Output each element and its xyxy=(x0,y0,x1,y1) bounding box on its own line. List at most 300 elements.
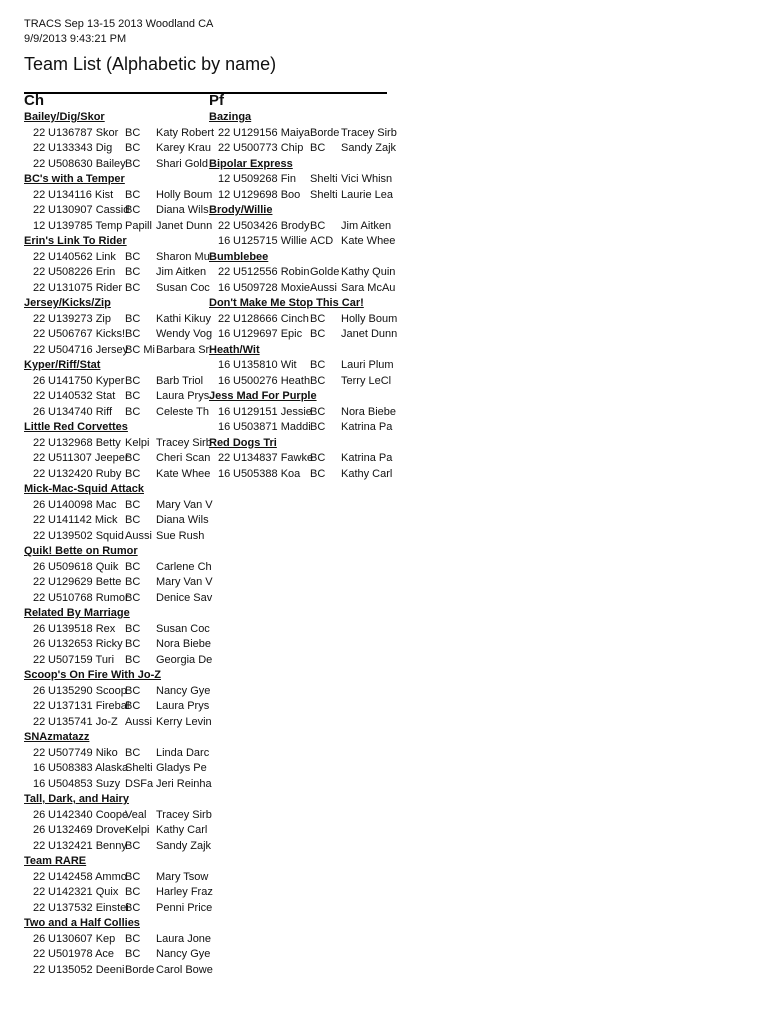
dog-id-name: U142340 Coope xyxy=(48,808,129,821)
member-row xyxy=(209,374,392,390)
handler-name: Laurie Lea xyxy=(341,188,393,201)
dog-breed: BC xyxy=(310,219,326,232)
handler-name: Kerry Levin xyxy=(156,715,212,728)
handler-name: Sue Rush xyxy=(156,529,205,542)
dog-id-name: U508630 Bailey xyxy=(48,157,126,170)
handler-name: Vici Whisn xyxy=(341,173,393,185)
dog-breed: BC xyxy=(125,948,141,960)
dog-breed: Veal xyxy=(125,808,147,821)
member-row xyxy=(24,281,208,297)
member-row xyxy=(24,885,213,901)
dog-id-name: U142458 Ammo xyxy=(48,870,127,883)
dog-id-name: U128666 Cinch xyxy=(233,312,309,325)
dog-breed: ACD xyxy=(310,235,334,247)
handler-name: Laura Jone xyxy=(156,932,212,945)
handler-name: Georgia De xyxy=(156,653,213,666)
handler-name: Tracey Sirb xyxy=(156,808,212,821)
dog-id-name: U500276 Heath xyxy=(233,374,311,387)
dog-height: 26 xyxy=(33,374,46,387)
dog-breed: BC xyxy=(125,886,141,898)
dog-breed: BC xyxy=(310,467,326,480)
dog-id-name: U125715 Willie xyxy=(233,235,307,247)
dog-breed: Shelti xyxy=(310,173,338,185)
dog-id-name: U508383 Alaska xyxy=(48,762,129,774)
column-heading: Ch xyxy=(24,92,44,109)
dog-height: 16 xyxy=(218,374,231,387)
handler-name: Sandy Zajk xyxy=(156,839,212,852)
handler-name: Barb Triol xyxy=(156,374,204,387)
dog-height: 22 xyxy=(33,467,46,480)
dog-id-name: U504853 Suzy xyxy=(48,777,121,790)
dog-height: 22 xyxy=(33,250,46,263)
dog-height: 22 xyxy=(33,591,46,604)
dog-id-name: U504716 Jersey xyxy=(48,343,129,356)
dog-height: 22 xyxy=(218,126,231,139)
member-row xyxy=(209,281,396,297)
dog-id-name: U508226 Erin xyxy=(48,266,116,278)
dog-height: 16 xyxy=(218,359,231,371)
dog-height: 22 xyxy=(33,715,46,728)
dog-height: 26 xyxy=(33,560,46,573)
dog-breed: BC xyxy=(125,467,141,480)
handler-name: Kathi Kikuy xyxy=(156,312,212,325)
handler-name: Celeste Th xyxy=(156,405,209,418)
dog-breed: Aussi xyxy=(310,281,337,294)
column-pf xyxy=(209,91,398,482)
dog-height: 22 xyxy=(33,266,46,278)
dog-height: 16 xyxy=(218,467,231,480)
handler-name: Nora Biebe xyxy=(341,405,397,418)
dog-height: 22 xyxy=(33,390,46,402)
team-name: Erin's Link To Rider xyxy=(24,235,127,247)
handler-name: Holly Boum xyxy=(156,188,213,201)
handler-name: Kate Whee xyxy=(341,235,396,247)
dog-id-name: U509268 Fin xyxy=(233,173,296,185)
handler-name: Shari Gold xyxy=(156,157,208,170)
dog-id-name: U140098 Mac xyxy=(48,498,117,511)
member-row xyxy=(24,498,213,514)
dog-height: 16 xyxy=(218,405,231,418)
dog-id-name: U135741 Jo-Z xyxy=(48,715,118,728)
dog-breed: BC xyxy=(125,204,141,216)
dog-id-name: U505388 Koa xyxy=(233,467,301,480)
member-row xyxy=(24,327,213,343)
dog-height: 22 xyxy=(33,142,46,154)
dog-id-name: U135052 Deeni xyxy=(48,963,125,976)
dog-height: 22 xyxy=(33,312,46,325)
dog-breed: BC xyxy=(125,250,141,263)
handler-name: Gladys Pe xyxy=(156,762,207,774)
dog-height: 16 xyxy=(218,235,231,247)
dog-id-name: U130907 Cassid xyxy=(48,204,130,216)
dog-height: 22 xyxy=(33,653,46,666)
handler-name: Diana Wils xyxy=(156,204,209,216)
dog-height: 22 xyxy=(33,948,46,960)
handler-name: Barbara Sr xyxy=(156,343,210,356)
team-name: Jess Mad For Purple xyxy=(209,390,317,402)
handler-name: Holly Boum xyxy=(341,312,398,325)
dog-id-name: U139502 Squid xyxy=(48,529,124,542)
dog-breed: BC xyxy=(125,591,141,604)
dog-id-name: U134116 Kist xyxy=(48,188,114,201)
member-row xyxy=(24,575,213,591)
handler-name: Penni Price xyxy=(156,901,213,914)
dog-breed: BC xyxy=(125,870,141,883)
team-name: Quik! Bette on Rumor xyxy=(24,545,138,557)
dog-id-name: U142321 Quix xyxy=(48,886,119,898)
column-ch xyxy=(24,91,215,978)
team-list-document xyxy=(24,17,424,976)
team-name: Tall, Dark, and Hairy xyxy=(24,793,129,805)
handler-name: Mary Van V xyxy=(156,498,213,511)
dog-id-name: U507159 Turi xyxy=(48,653,115,666)
handler-name: Jeri Reinha xyxy=(156,777,212,790)
dog-breed: BC xyxy=(125,390,141,402)
dog-id-name: U134837 Fawke xyxy=(233,452,314,464)
dog-breed: BC xyxy=(125,312,141,325)
dog-breed: BC xyxy=(125,405,141,418)
member-row xyxy=(24,188,213,204)
handler-name: Janet Dunn xyxy=(156,219,213,232)
dog-id-name: U132469 Drover xyxy=(48,824,129,836)
dog-breed: BC xyxy=(125,932,141,945)
dog-height: 22 xyxy=(33,870,46,883)
dog-id-name: U503426 Brody xyxy=(233,219,310,232)
dog-height: 22 xyxy=(33,436,46,449)
dog-height: 26 xyxy=(33,824,46,836)
dog-id-name: U137131 Firebal xyxy=(48,700,130,712)
dog-id-name: U137532 Einstei xyxy=(48,901,129,914)
dog-id-name: U134740 Riff xyxy=(48,405,113,418)
handler-name: Nancy Gye xyxy=(156,948,211,960)
dog-height: 22 xyxy=(33,963,46,976)
dog-breed: DSFa xyxy=(125,777,154,790)
handler-name: Mary Tsow xyxy=(156,870,209,883)
dog-id-name: U132420 Ruby xyxy=(48,467,122,480)
handler-name: Carol Bowe xyxy=(156,963,213,976)
handler-name: Kathy Quin xyxy=(341,266,396,278)
member-row xyxy=(24,761,208,777)
dog-breed: BC xyxy=(125,514,141,526)
dog-id-name: U139273 Zip xyxy=(48,312,111,325)
page-title: Team List (Alphabetic by name) xyxy=(24,54,277,74)
member-row xyxy=(24,823,208,839)
member-row xyxy=(209,234,396,250)
member-row xyxy=(24,436,212,452)
member-row xyxy=(209,420,393,436)
handler-name: Mary Van V xyxy=(156,576,213,588)
dog-height: 22 xyxy=(33,529,46,542)
dog-height: 22 xyxy=(33,452,46,464)
dog-breed: Borde xyxy=(310,126,340,139)
member-row xyxy=(24,513,208,529)
handler-name: Tracey Sirb xyxy=(341,126,397,139)
team-name: Little Red Corvettes xyxy=(24,421,128,433)
dog-id-name: U141750 Kyper xyxy=(48,374,125,387)
dog-height: 22 xyxy=(33,126,46,139)
dog-breed: BC xyxy=(310,312,326,325)
handler-name: Terry LeCl xyxy=(341,374,392,387)
dog-id-name: U129698 Boo xyxy=(233,188,301,201)
dog-breed: Golde xyxy=(310,266,340,278)
dog-height: 22 xyxy=(218,266,231,278)
team-name: BC's with a Temper xyxy=(24,173,125,185)
dog-breed: BC xyxy=(125,901,141,914)
handler-name: Laura Prys xyxy=(156,700,210,712)
dog-height: 22 xyxy=(218,452,231,464)
member-row xyxy=(24,637,212,653)
dog-height: 22 xyxy=(33,576,46,588)
member-row xyxy=(24,374,208,390)
team-name: Brody/Willie xyxy=(209,204,273,216)
member-row xyxy=(209,405,397,421)
handler-name: Janet Dunn xyxy=(341,328,398,340)
member-row xyxy=(24,839,212,855)
handler-name: Sara McAu xyxy=(341,281,396,294)
dog-height: 22 xyxy=(33,281,46,294)
member-row xyxy=(24,451,211,467)
handler-name: Nora Biebe xyxy=(156,638,212,650)
member-row xyxy=(24,591,213,607)
member-row xyxy=(24,405,208,421)
dog-breed: BC xyxy=(125,622,141,635)
handler-name: Karey Krau xyxy=(156,142,212,154)
dog-height: 12 xyxy=(33,219,46,232)
handler-name: Diana Wils xyxy=(156,514,209,526)
member-row xyxy=(24,622,208,638)
member-row xyxy=(24,653,213,669)
dog-id-name: U132653 Ricky xyxy=(48,638,123,650)
dog-breed: BC xyxy=(125,746,141,759)
dog-breed: BC xyxy=(310,359,326,371)
column-heading: Pf xyxy=(209,92,224,109)
handler-name: Cheri Scan xyxy=(156,452,211,464)
dog-height: 16 xyxy=(33,777,46,790)
dog-height: 22 xyxy=(33,839,46,852)
member-row xyxy=(209,451,393,467)
team-name: Two and a Half Collies xyxy=(24,917,140,929)
dog-breed: BC xyxy=(125,126,141,139)
member-row xyxy=(24,901,213,917)
dog-breed: BC xyxy=(310,142,326,154)
dog-breed: Papill xyxy=(125,219,152,232)
member-row xyxy=(209,126,397,142)
dog-id-name: U136787 Skor xyxy=(48,126,119,139)
member-row xyxy=(209,327,398,343)
dog-breed: Shelti xyxy=(310,188,338,201)
dog-height: 22 xyxy=(218,312,231,325)
member-row xyxy=(209,141,397,157)
dog-height: 22 xyxy=(218,219,231,232)
dog-height: 22 xyxy=(33,514,46,526)
member-row xyxy=(24,808,212,824)
dog-height: 22 xyxy=(218,142,231,154)
dog-breed: BC xyxy=(310,328,326,340)
handler-name: Jim Aitken xyxy=(156,266,207,278)
dog-id-name: U139518 Rex xyxy=(48,622,116,635)
team-name: Bumblebee xyxy=(209,250,269,263)
member-row xyxy=(24,947,211,963)
member-row xyxy=(24,699,208,715)
dog-height: 26 xyxy=(33,808,46,821)
dog-id-name: U129151 Jessie xyxy=(233,405,312,418)
dog-id-name: U132421 Benny xyxy=(48,839,127,852)
member-row xyxy=(209,265,396,281)
dog-breed: Borde xyxy=(125,963,155,976)
dog-id-name: U509728 Moxie xyxy=(233,281,311,294)
dog-height: 26 xyxy=(33,405,46,418)
dog-height: 26 xyxy=(33,684,46,697)
dog-id-name: U511307 Jeeper xyxy=(48,452,129,464)
handler-name: Linda Darc xyxy=(156,746,210,759)
print-timestamp: 9/9/2013 9:43:21 PM xyxy=(24,33,127,45)
handler-name: Sharon Mu xyxy=(156,250,210,263)
team-name: Kyper/Riff/Stat xyxy=(24,359,101,371)
handler-name: Katrina Pa xyxy=(341,452,393,464)
member-row xyxy=(24,932,212,948)
dog-height: 22 xyxy=(33,343,46,356)
dog-breed: BC xyxy=(125,653,141,666)
member-row xyxy=(24,560,212,576)
dog-height: 26 xyxy=(33,498,46,511)
member-row xyxy=(24,389,208,405)
dog-breed: BC xyxy=(125,188,141,201)
dog-breed: BC xyxy=(125,638,141,650)
handler-name: Katy Robert xyxy=(156,126,215,139)
member-row xyxy=(209,188,393,204)
handler-name: Lauri Plum xyxy=(341,359,394,371)
dog-id-name: U140562 Link xyxy=(48,250,116,263)
member-row xyxy=(24,219,213,235)
member-row xyxy=(209,312,398,328)
dog-height: 22 xyxy=(33,700,46,712)
dog-id-name: U510768 Rumor xyxy=(48,591,129,604)
dog-breed: Aussi xyxy=(125,529,152,542)
handler-name: Susan Coc xyxy=(156,281,210,294)
handler-name: Kathy Carl xyxy=(341,467,393,480)
dog-breed: BC xyxy=(310,405,326,418)
dog-id-name: U141142 Mick xyxy=(48,514,118,526)
member-row xyxy=(24,265,208,281)
team-name: SNAzmatazz xyxy=(24,731,90,743)
member-row xyxy=(209,219,392,235)
dog-breed: BC xyxy=(125,560,141,573)
dog-id-name: U135290 Scoop xyxy=(48,684,127,697)
member-row xyxy=(24,250,208,266)
dog-breed: BC xyxy=(310,374,326,387)
dog-breed: BC xyxy=(125,498,141,511)
dog-height: 16 xyxy=(218,328,231,340)
member-row xyxy=(24,312,212,328)
team-name: Bazinga xyxy=(209,111,252,123)
dog-height: 22 xyxy=(33,746,46,759)
dog-breed: BC xyxy=(125,700,141,712)
handler-name: Nancy Gye xyxy=(156,684,211,697)
dog-id-name: U507749 Niko xyxy=(48,746,118,759)
dog-breed: BC xyxy=(310,452,326,464)
handler-name: Denice Sav xyxy=(156,591,213,604)
member-row xyxy=(24,684,211,700)
dog-id-name: U506767 Kicks! xyxy=(48,328,126,340)
member-row xyxy=(24,141,212,157)
dog-height: 16 xyxy=(218,281,231,294)
dog-id-name: U130607 Kep xyxy=(48,932,116,945)
handler-name: Jim Aitken xyxy=(341,219,392,232)
dog-breed: BC xyxy=(125,684,141,697)
dog-id-name: U140532 Stat xyxy=(48,390,116,402)
dog-height: 26 xyxy=(33,638,46,650)
dog-id-name: U139785 Temp xyxy=(48,219,123,232)
team-name: Jersey/Kicks/Zip xyxy=(24,297,111,309)
dog-breed: BC xyxy=(125,142,141,154)
member-row xyxy=(24,529,208,545)
handler-name: Tracey Sirb xyxy=(156,436,212,449)
member-row xyxy=(209,358,394,374)
dog-height: 22 xyxy=(33,901,46,914)
dog-height: 16 xyxy=(33,762,46,774)
handler-name: Sandy Zajk xyxy=(341,142,397,154)
member-row xyxy=(24,467,211,483)
dog-id-name: U501978 Ace xyxy=(48,948,115,960)
member-row xyxy=(209,172,393,188)
team-name: Don't Make Me Stop This Car! xyxy=(209,297,364,309)
dog-height: 12 xyxy=(218,173,231,185)
handler-name: Kate Whee xyxy=(156,467,211,480)
handler-name: Laura Prys xyxy=(156,390,210,402)
handler-name: Susan Coc xyxy=(156,622,210,635)
dog-height: 12 xyxy=(218,188,231,201)
handler-name: Carlene Ch xyxy=(156,560,212,573)
dog-id-name: U135810 Wit xyxy=(233,359,297,371)
team-name: Scoop's On Fire With Jo-Z xyxy=(24,669,161,681)
dog-id-name: U503871 Maddi xyxy=(233,421,311,433)
member-row xyxy=(24,870,208,886)
member-row xyxy=(24,777,212,793)
dog-id-name: U129697 Epic xyxy=(233,328,303,340)
dog-height: 26 xyxy=(33,932,46,945)
dog-height: 22 xyxy=(33,204,46,216)
member-row xyxy=(24,203,208,219)
dog-breed: Kelpi xyxy=(125,436,150,449)
team-name: Team RARE xyxy=(24,855,87,867)
dog-breed: BC xyxy=(125,157,141,170)
member-row xyxy=(24,157,208,173)
dog-id-name: U500773 Chip xyxy=(233,142,304,154)
dog-breed: Aussi xyxy=(125,715,152,728)
event-line: TRACS Sep 13-15 2013 Woodland CA xyxy=(24,18,214,30)
dog-height: 22 xyxy=(33,886,46,898)
team-name: Bailey/Dig/Skor xyxy=(24,111,105,123)
dog-id-name: U512556 Robin xyxy=(233,266,310,278)
dog-height: 22 xyxy=(33,328,46,340)
dog-height: 16 xyxy=(218,421,231,433)
handler-name: Kathy Carl xyxy=(156,824,208,836)
team-name: Bipolar Express xyxy=(209,157,293,170)
dog-breed: BC xyxy=(125,576,141,588)
dog-breed: BC xyxy=(125,328,141,340)
dog-id-name: U129629 Bette xyxy=(48,576,122,588)
dog-breed: BC xyxy=(125,266,141,278)
handler-name: Katrina Pa xyxy=(341,421,393,433)
handler-name: Harley Fraz xyxy=(156,886,213,898)
dog-breed: BC Mi xyxy=(125,343,155,356)
dog-id-name: U133343 Dig xyxy=(48,142,113,154)
member-row xyxy=(24,126,215,142)
dog-id-name: U132968 Betty xyxy=(48,436,121,449)
member-row xyxy=(24,746,208,762)
team-name: Mick-Mac-Squid Attack xyxy=(24,483,145,495)
team-name: Related By Marriage xyxy=(24,607,130,619)
